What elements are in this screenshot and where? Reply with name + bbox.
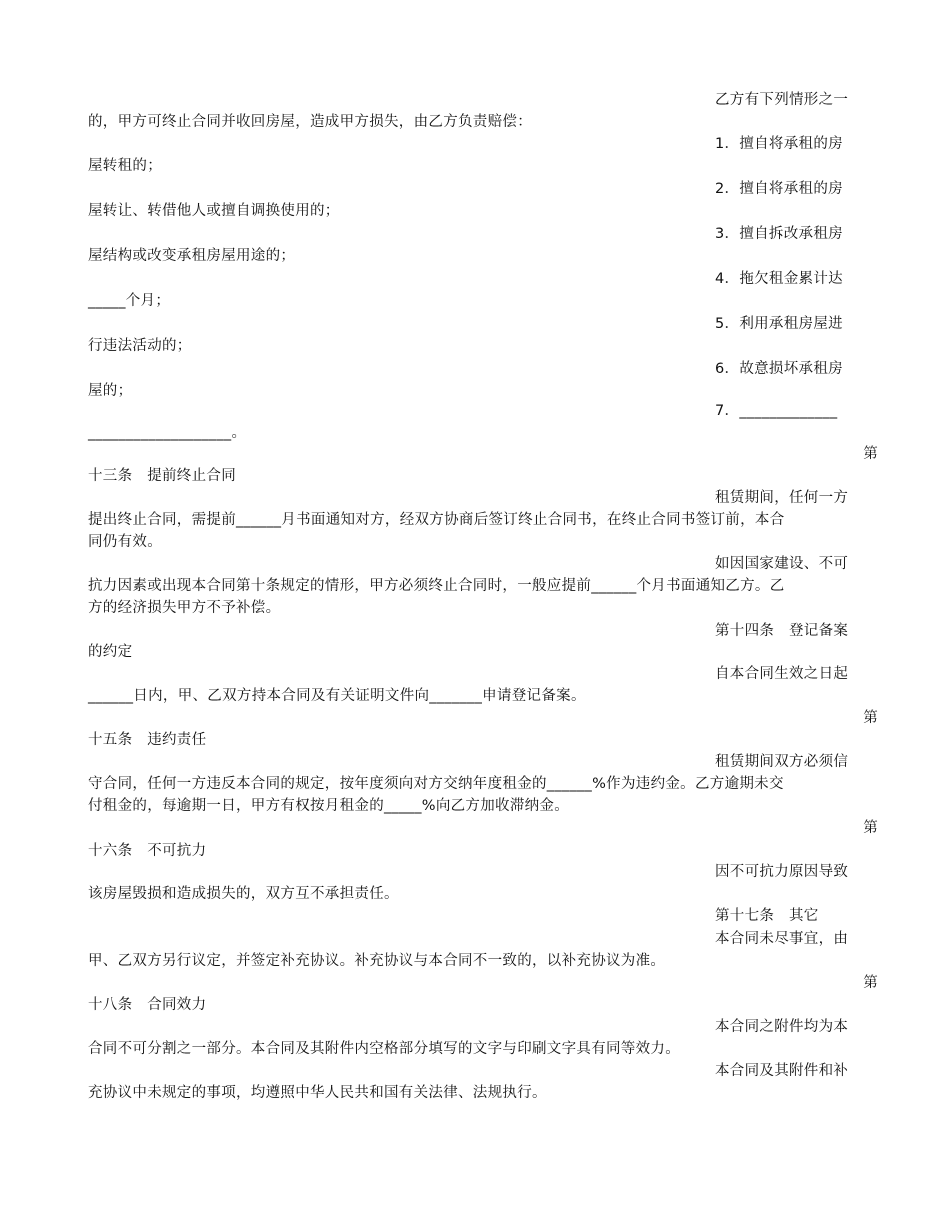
text-line: 守合同，任何一方违反本合同的规定，按年度须向对方交纳年度租金的______%作为违约金。乙方逾期未交 xyxy=(88,776,784,792)
text-line: 7．_____________ xyxy=(715,403,838,419)
text-line: 如因国家建设、不可 xyxy=(715,556,849,572)
text-line: 自本合同生效之日起 xyxy=(715,666,849,682)
text-line: 第 xyxy=(863,820,878,836)
text-line: 1．擅自将承租的房 xyxy=(715,136,843,152)
text-line: 方的经济损失甲方不予补偿。 xyxy=(88,600,281,616)
text-line: 合同不可分割之一部分。本合同及其附件内空格部分填写的文字与印刷文字具有同等效力。 xyxy=(88,1041,680,1057)
text-line: 甲、乙双方另行议定，并签定补充协议。补充协议与本合同不一致的，以补充协议为准。 xyxy=(88,953,666,969)
text-line: 屋转租的； xyxy=(88,158,162,174)
text-line: 屋的； xyxy=(88,383,133,399)
text-line: ___________________。 xyxy=(88,425,247,441)
section-heading: 第十四条 登记备案 xyxy=(715,623,849,639)
text-line: 租赁期间双方必须信 xyxy=(715,754,849,770)
text-line: 4．拖欠租金累计达 xyxy=(715,271,843,287)
text-line: 屋转让、转借他人或擅自调换使用的； xyxy=(88,203,340,219)
text-line: 第 xyxy=(863,975,878,991)
text-line: 第 xyxy=(863,710,878,726)
text-line: 乙方有下列情形之一 xyxy=(715,92,849,108)
text-line: 行违法活动的； xyxy=(88,338,192,354)
text-line: 因不可抗力原因导致 xyxy=(715,864,849,880)
section-heading: 十六条 不可抗力 xyxy=(88,843,207,859)
text-line: 第 xyxy=(863,446,878,462)
text-line: _____个月； xyxy=(88,293,171,309)
text-line: 抗力因素或出现本合同第十条规定的情形，甲方必须终止合同时，一般应提前______个月书面通知乙方。乙 xyxy=(88,578,785,594)
text-line: 5．利用承租房屋进 xyxy=(715,316,843,332)
text-line: 的约定 xyxy=(88,644,133,660)
text-line: 付租金的，每逾期一日，甲方有权按月租金的_____%向乙方加收滞纳金。 xyxy=(88,798,570,814)
text-line: 该房屋毁损和造成损失的，双方互不承担责任。 xyxy=(88,886,399,902)
text-line: 本合同之附件均为本 xyxy=(715,1019,849,1035)
section-heading: 第十七条 其它 xyxy=(715,908,819,924)
text-line: 屋结构或改变承租房屋用途的； xyxy=(88,248,296,264)
section-heading: 十八条 合同效力 xyxy=(88,997,207,1013)
text-line: 租赁期间，任何一方 xyxy=(715,490,849,506)
text-line: ______日内，甲、乙双方持本合同及有关证明文件向_______申请登记备案。 xyxy=(88,688,586,704)
text-line: 本合同未尽事宜，由 xyxy=(715,931,849,947)
text-line: 3．擅自拆改承租房 xyxy=(715,226,843,242)
text-line: 充协议中未规定的事项，均遵照中华人民共和国有关法律、法规执行。 xyxy=(88,1085,547,1101)
text-line: 提出终止合同，需提前______月书面通知对方，经双方协商后签订终止合同书，在终止合同书签订前，本合 xyxy=(88,512,785,528)
text-line: 的，甲方可终止合同并收回房屋，造成甲方损失，由乙方负责赔偿： xyxy=(88,114,532,130)
text-line: 6．故意损坏承租房 xyxy=(715,361,843,377)
text-line: 2．擅自将承租的房 xyxy=(715,181,843,197)
section-heading: 十三条 提前终止合同 xyxy=(88,468,236,484)
text-line: 同仍有效。 xyxy=(88,534,162,550)
section-heading: 十五条 违约责任 xyxy=(88,732,207,748)
text-line: 本合同及其附件和补 xyxy=(715,1063,849,1079)
